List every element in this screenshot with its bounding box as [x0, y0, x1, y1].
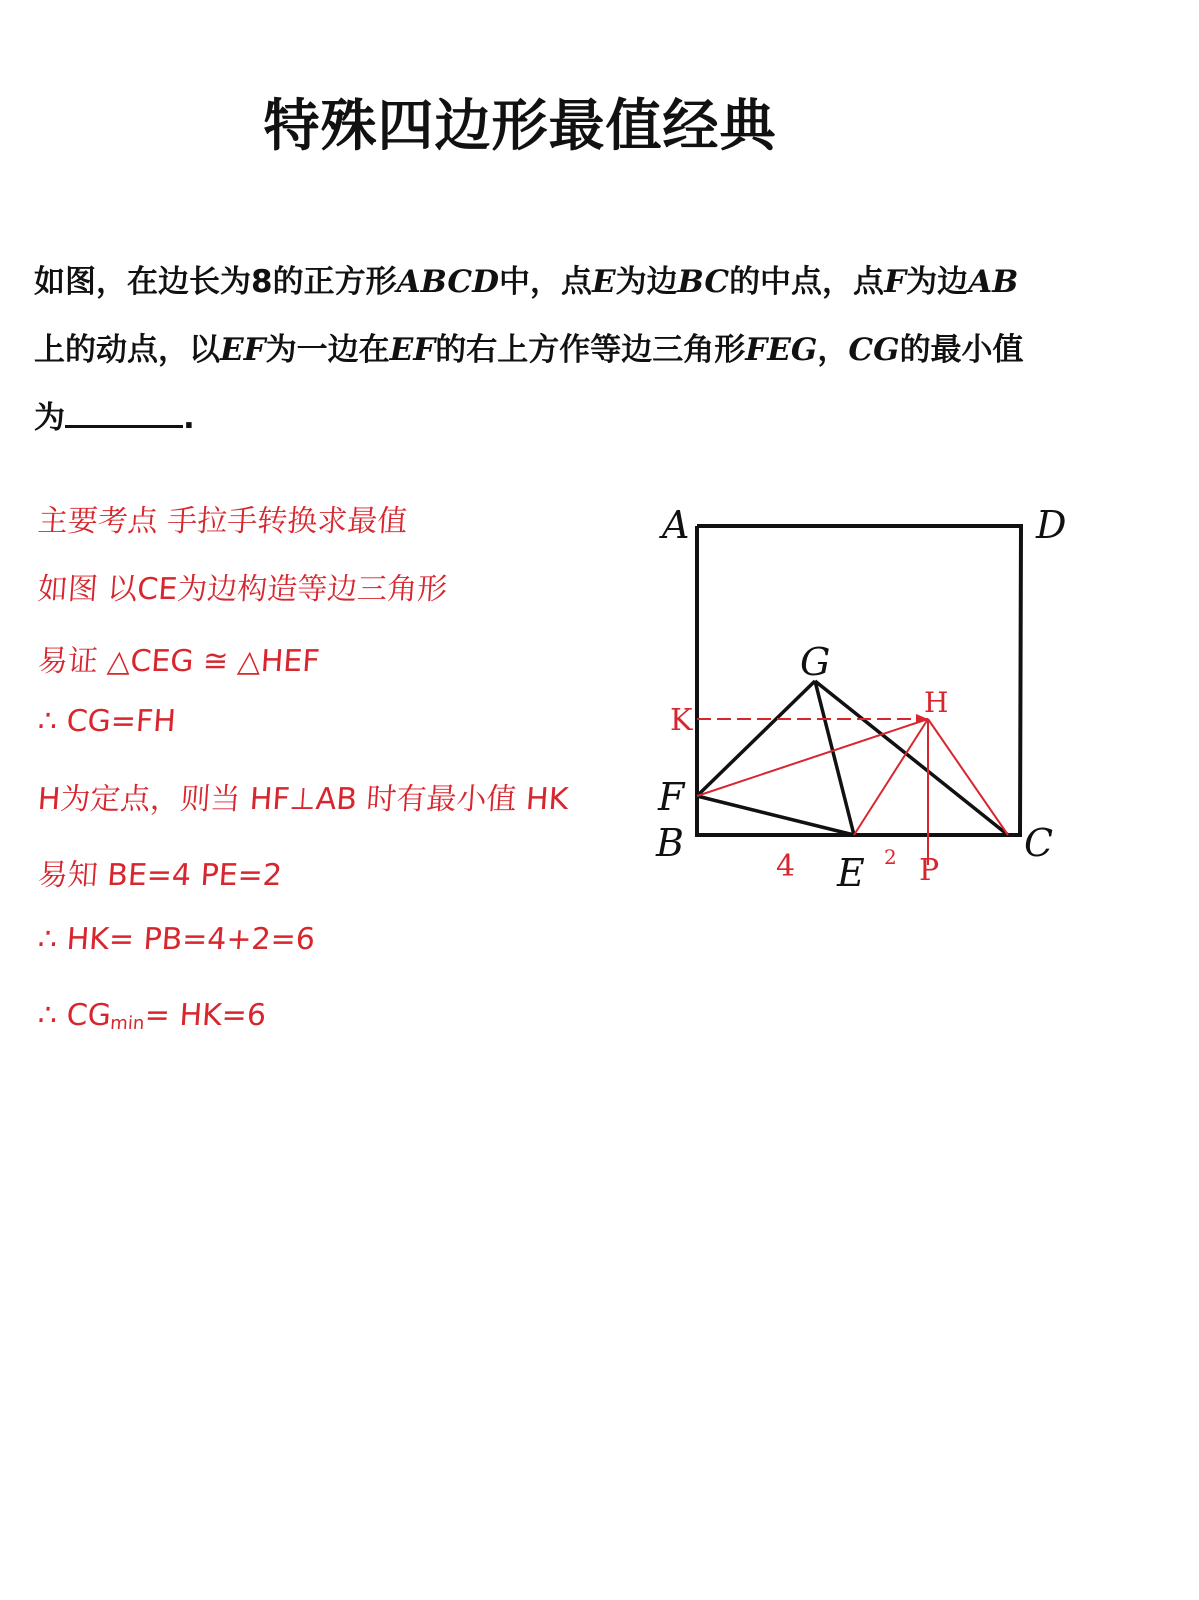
problem-statement — [34, 248, 1174, 452]
square-abcd — [697, 526, 1021, 835]
page-title: 特殊四边形最值经典 — [263, 94, 777, 159]
length-ep-note: 2 — [884, 845, 897, 869]
note-answer: ∴ $CG_{min}= HK=6$ — [36, 998, 268, 1034]
segment-hc — [928, 719, 1008, 835]
segment-fe — [697, 796, 854, 835]
label-p: P — [919, 853, 940, 888]
label-d: D — [1036, 503, 1067, 547]
label-c: C — [1024, 821, 1054, 865]
answer-blank[interactable] — [65, 405, 183, 428]
problem-line-1: 如图，在边长为8的正方形ABCD中，点E为边BC的中点，点F为边AB — [34, 264, 1019, 300]
segment-ge — [815, 681, 854, 835]
problem-line-2: 上的动点，以EF为一边在EF的右上方作等边三角形FEG，CG的最小值 — [34, 332, 1024, 368]
note-construction: 如图 以CE为边构造等边三角形 — [36, 572, 449, 607]
label-h: H — [924, 686, 949, 719]
label-a: A — [662, 503, 690, 547]
note-cg-equals-fh: ∴ CG=FH — [36, 704, 178, 739]
label-k: K — [670, 703, 693, 738]
geometry-figure — [640, 490, 1080, 910]
note-lengths: 易知 BE=4 PE=2 — [36, 858, 284, 893]
note-congruence: 易证 △CEG ≅ △HEF — [36, 644, 321, 679]
label-f: F — [658, 775, 685, 819]
segment-fg — [697, 681, 815, 796]
note-hk-value: ∴ HK= PB=4+2=6 — [36, 922, 317, 957]
problem-line-3: 为 . — [34, 400, 195, 436]
note-key-point: 主要考点 手拉手转换求最值 — [36, 504, 409, 539]
note-minimum-condition: H为定点，则当 HF⊥AB 时有最小值 HK — [36, 782, 570, 817]
length-be-note: 4 — [776, 849, 796, 884]
segment-gc — [815, 681, 1008, 835]
segment-fh — [697, 719, 928, 796]
label-g: G — [800, 640, 831, 684]
label-e: E — [837, 851, 865, 895]
label-b: B — [656, 821, 684, 865]
segment-eh — [854, 719, 928, 835]
